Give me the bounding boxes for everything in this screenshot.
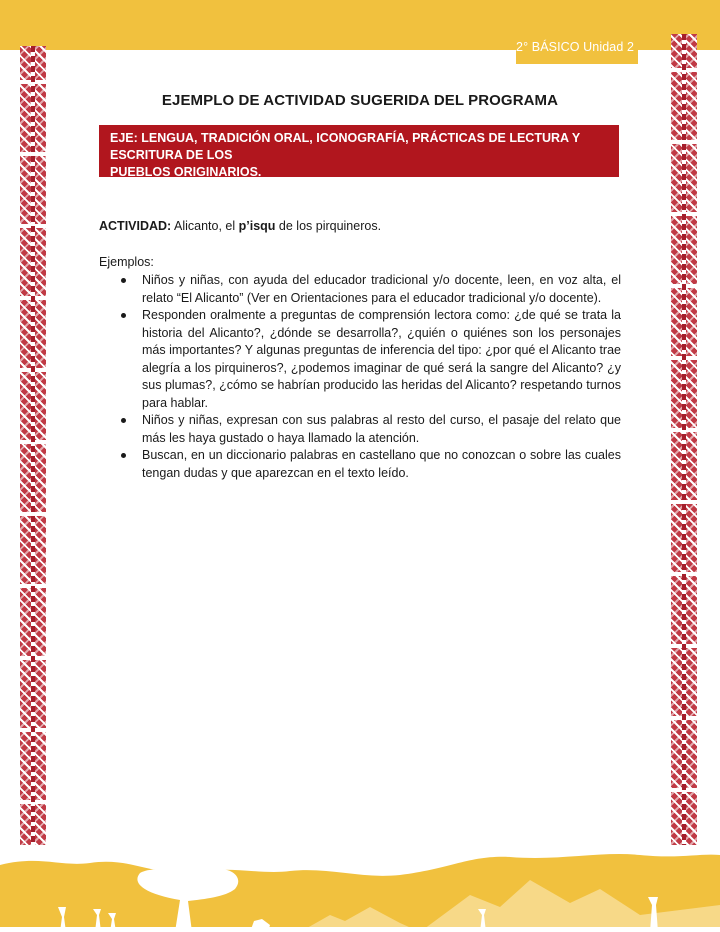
- right-decorative-border: [671, 34, 697, 846]
- list-item-text: Niños y niñas, con ayuda del educador tradicional y/o docente, leen, en voz alta, el relato “El Alicanto” (Ver en Orientaciones para el educador tradicional y/o docente).: [142, 273, 621, 305]
- eje-line-1: EJE: LENGUA, TRADICIÓN ORAL, ICONOGRAFÍA, PRÁCTICAS DE LECTURA Y ESCRITURA DE LOS: [110, 131, 580, 162]
- left-decorative-border: [20, 46, 46, 846]
- list-item: [118, 307, 621, 412]
- bullet-icon: [121, 278, 126, 283]
- activity-label: ACTIVIDAD:: [99, 219, 172, 233]
- activity-text-before: Alicanto, el: [171, 219, 239, 233]
- list-item: [118, 272, 621, 307]
- landscape-silhouette-icon: [0, 845, 720, 932]
- bullet-icon: [121, 453, 126, 458]
- eje-line-2: PUEBLOS ORIGINARIOS.: [110, 165, 262, 179]
- list-item: [118, 447, 621, 482]
- unit-label: 2° BÁSICO Unidad 2: [516, 40, 634, 54]
- bullet-icon: [121, 418, 126, 423]
- list-item-text: Buscan, en un diccionario palabras en castellano que no conozcan o sobre las cuales tengan dudas y que aparezcan en el texto leído.: [142, 448, 621, 480]
- page-title: EJEMPLO DE ACTIVIDAD SUGERIDA DEL PROGRAMA: [161, 92, 559, 109]
- examples-list: [118, 272, 621, 482]
- activity-highlight: p’isqu: [238, 219, 276, 233]
- list-item-text: Niños y niñas, expresan con sus palabras al resto del curso, el pasaje del relato que más les haya gustado o haya llamado la atención.: [142, 413, 621, 445]
- bullet-icon: [121, 313, 126, 318]
- list-item: [118, 412, 621, 447]
- footer-landscape-illustration: [0, 845, 720, 932]
- examples-label: Ejemplos:: [99, 255, 154, 269]
- eje-banner: [99, 125, 619, 177]
- activity-text-after: de los pirquineros.: [275, 219, 382, 233]
- list-item-text: Responden oralmente a preguntas de comprensión lectora como: ¿de qué se trata la historia del Alicanto?, ¿dónde se desarrolla?, ¿quién o quiénes son los personajes más importantes? Y algunas preguntas de inferencia del tipo: ¿por qué el Alicanto trae alegría a los pirquineros?, ¿podemos imaginar de qué será la sangre del Alicanto? ¿y sus plumas?, ¿cómo se habrían producido las heridas del Alicanto? respetando turnos para hablar.: [142, 308, 621, 410]
- activity-line: [99, 219, 381, 233]
